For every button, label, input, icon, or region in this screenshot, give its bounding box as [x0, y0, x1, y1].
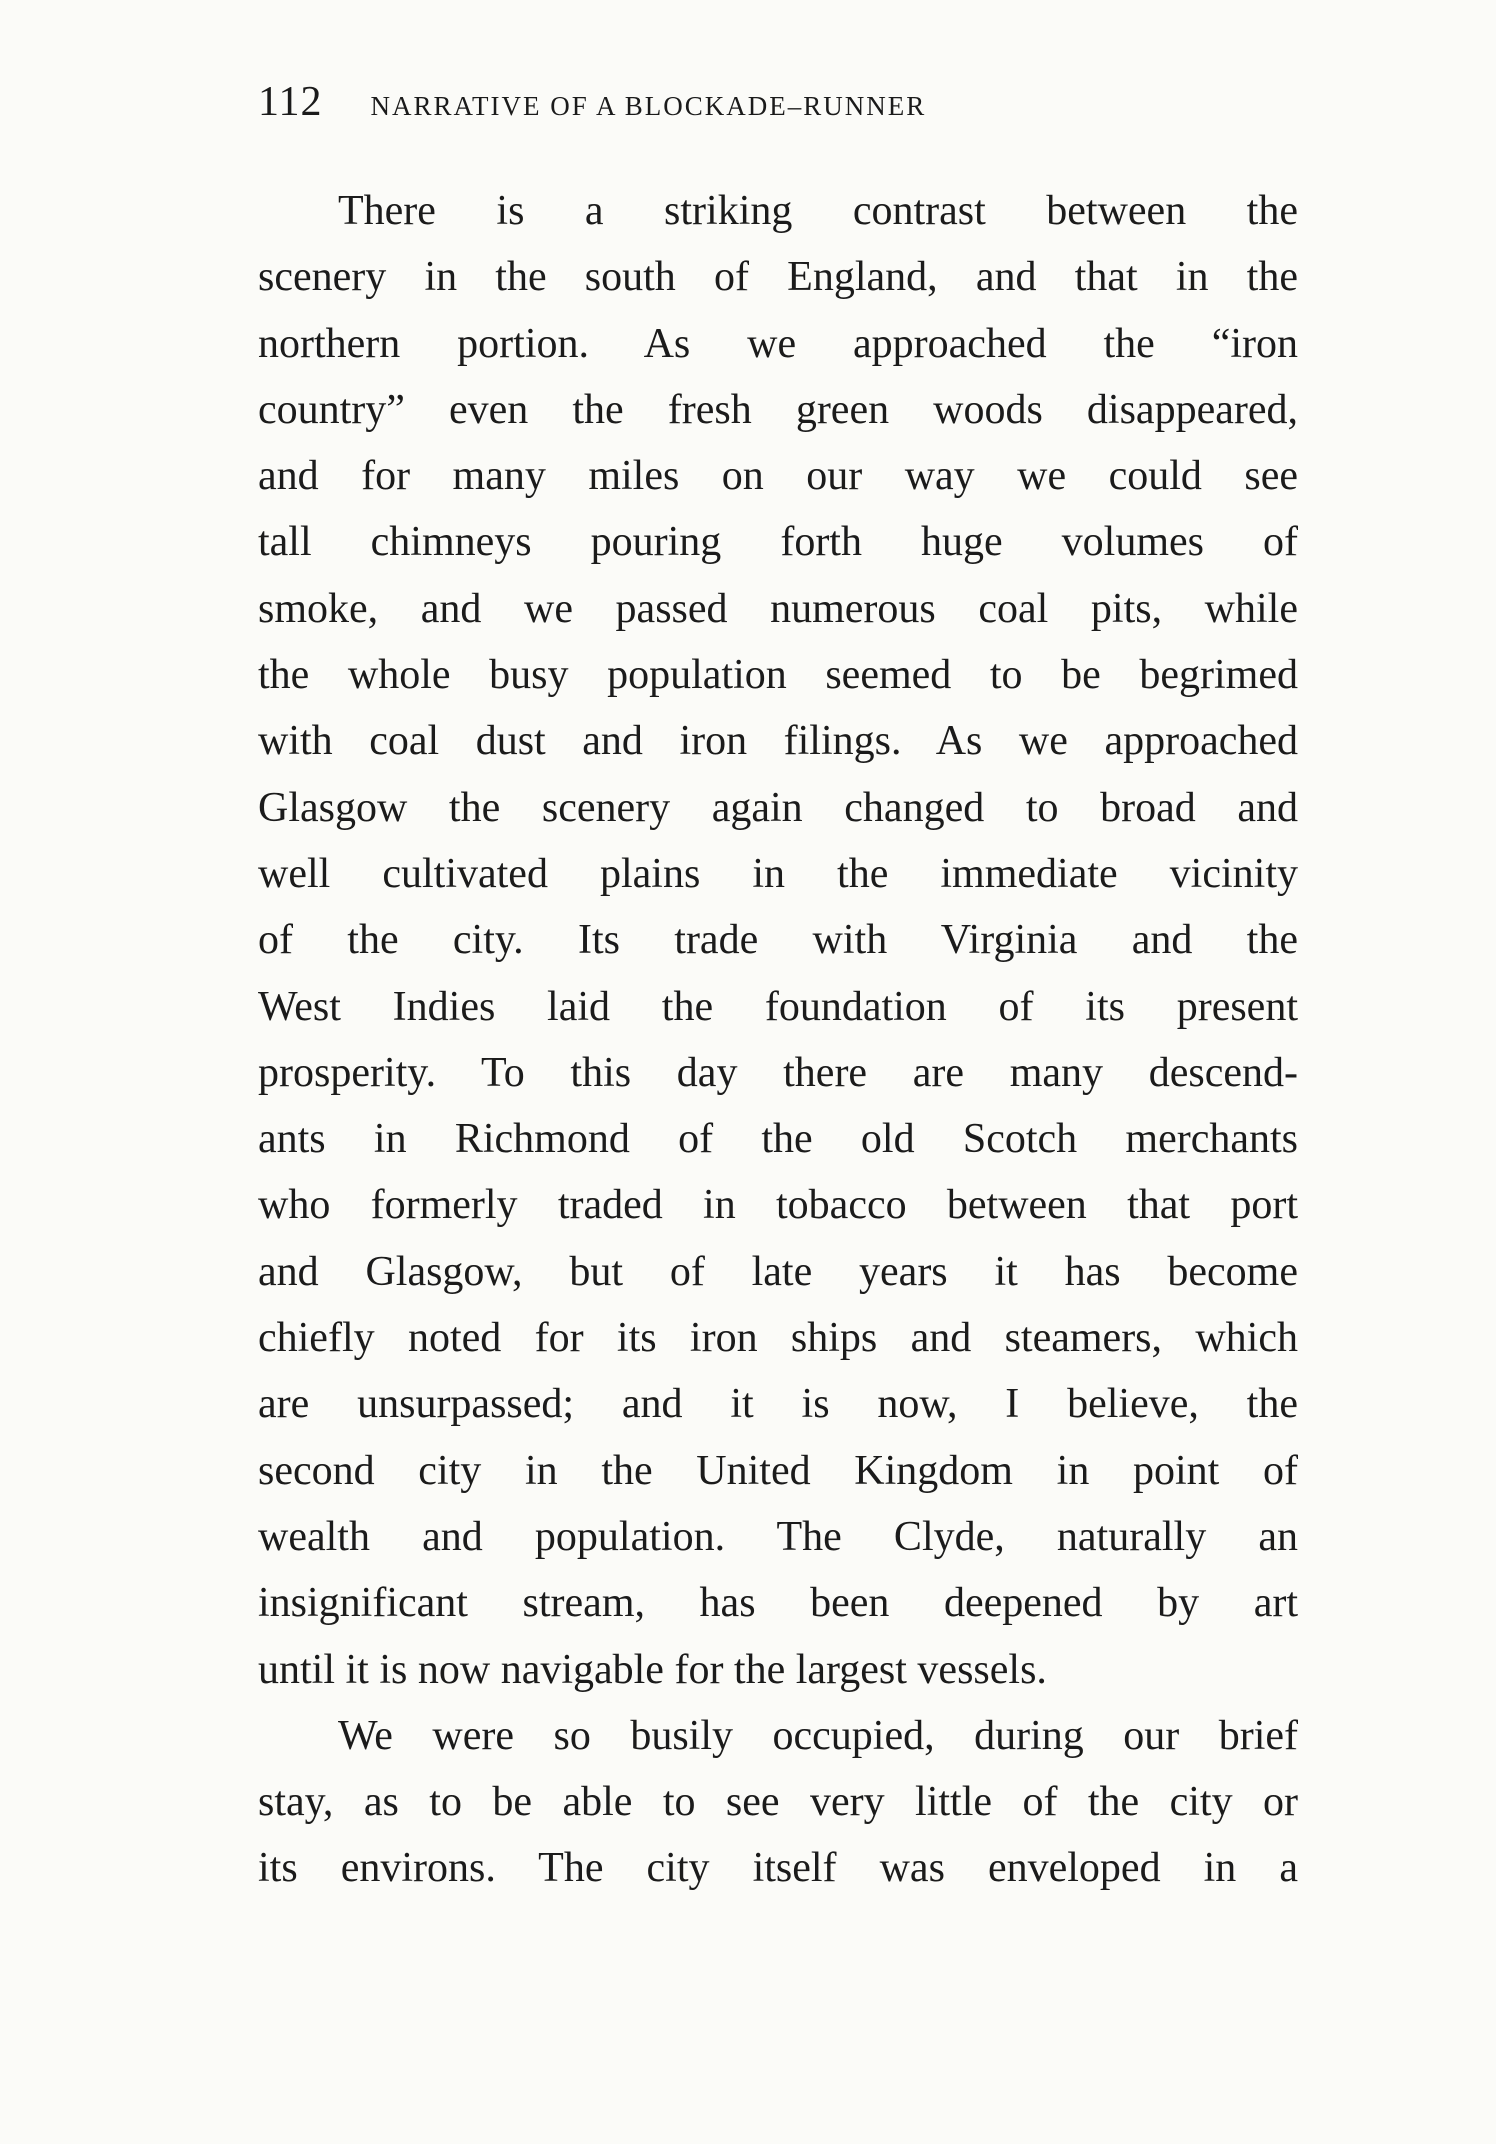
- text-line: tall chimneys pouring forth huge volumes of: [258, 519, 1298, 566]
- text-line: northern portion. As we approached the “iron: [258, 320, 1298, 367]
- text-line: and for many miles on our way we could see: [258, 453, 1298, 500]
- text-line: stay, as to be able to see very little of the city or: [258, 1779, 1298, 1826]
- text-line: smoke, and we passed numerous coal pits, while: [258, 585, 1298, 632]
- text-line: of the city. Its trade with Virginia and the: [258, 917, 1298, 964]
- text-line: Glasgow the scenery again changed to broad and: [258, 784, 1298, 831]
- text-line: who formerly traded in tobacco between that port: [258, 1182, 1298, 1229]
- text-line: scenery in the south of England, and that in the: [258, 254, 1298, 301]
- text-line: There is a striking contrast between the: [338, 188, 1298, 234]
- text-line: wealth and population. The Clyde, naturally an: [258, 1513, 1298, 1560]
- paragraph: [258, 178, 1298, 1703]
- running-title: NARRATIVE OF A BLOCKADE–RUNNER: [370, 91, 927, 121]
- text-line: its environs. The city itself was enveloped in a: [258, 1845, 1298, 1892]
- page-number: 112: [258, 79, 323, 125]
- text-line: are unsurpassed; and it is now, I believe, the: [258, 1381, 1298, 1428]
- text-line: with coal dust and iron filings. As we approached: [258, 718, 1298, 765]
- text-line: the whole busy population seemed to be begrimed: [258, 652, 1298, 699]
- text-line: second city in the United Kingdom in point of: [258, 1447, 1298, 1494]
- paragraph: [258, 1703, 1298, 1902]
- running-head: [258, 78, 1298, 138]
- text-line: insignificant stream, has been deepened by art: [258, 1580, 1298, 1627]
- text-line: prosperity. To this day there are many descend-: [258, 1049, 1298, 1096]
- text-line: chiefly noted for its iron ships and steamers, which: [258, 1315, 1298, 1362]
- text-line: until it is now navigable for the largest vessels.: [258, 1646, 1047, 1693]
- text-line: and Glasgow, but of late years it has become: [258, 1248, 1298, 1295]
- text-line: ants in Richmond of the old Scotch merchants: [258, 1116, 1298, 1163]
- text-line: well cultivated plains in the immediate vicinity: [258, 850, 1298, 897]
- text-line: We were so busily occupied, during our brief: [338, 1712, 1298, 1759]
- text-line: West Indies laid the foundation of its present: [258, 983, 1298, 1030]
- text-line: country” even the fresh green woods disappeared,: [258, 386, 1298, 433]
- body-text: [258, 178, 1298, 1902]
